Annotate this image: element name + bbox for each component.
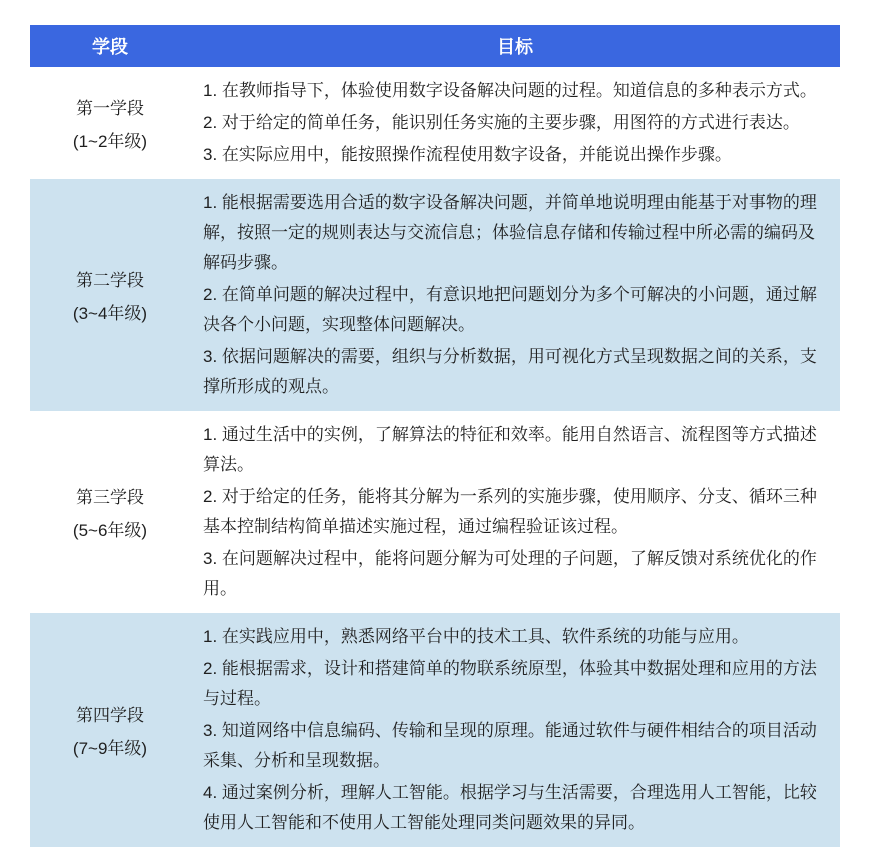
stage-cell <box>30 411 190 613</box>
goal-cell <box>190 67 840 179</box>
stage-cell <box>30 179 190 411</box>
goal-cell <box>190 411 840 613</box>
stage-cell <box>30 67 190 179</box>
goal-item: 2. 对于给定的简单任务，能识别任务实施的主要步骤，用图符的方式进行表达。 <box>203 113 800 132</box>
goal-item: 2. 在简单问题的解决过程中，有意识地把问题划分为多个可解决的小问题，通过解决各个小问题，实现整体问题解决。 <box>203 285 817 334</box>
stage-grades: (5~6年级) <box>72 521 148 540</box>
goal-item: 1. 在实践应用中，熟悉网络平台中的技术工具、软件系统的功能与应用。 <box>203 627 749 646</box>
stage-name: 第三学段 <box>76 488 144 507</box>
goal-item: 3. 知道网络中信息编码、传输和呈现的原理。能通过软件与硬件相结合的项目活动采集、分析和呈现数据。 <box>203 721 817 770</box>
table-row <box>30 411 840 613</box>
goal-item: 3. 在实际应用中，能按照操作流程使用数字设备，并能说出操作步骤。 <box>203 145 732 164</box>
stages-goals-table <box>30 25 840 847</box>
goal-item: 2. 能根据需求，设计和搭建简单的物联系统原型，体验其中数据处理和应用的方法与过程。 <box>203 659 817 708</box>
goal-item: 1. 通过生活中的实例，了解算法的特征和效率。能用自然语言、流程图等方式描述算法。 <box>203 425 817 474</box>
goal-cell <box>190 179 840 411</box>
stage-name: 第二学段 <box>76 271 144 290</box>
goal-item: 2. 对于给定的任务，能将其分解为一系列的实施步骤，使用顺序、分支、循环三种基本控制结构简单描述实施过程，通过编程验证该过程。 <box>203 487 817 536</box>
header-cell-goal: 目标 <box>497 37 533 57</box>
goal-item: 1. 能根据需要选用合适的数字设备解决问题，并简单地说明理由能基于对事物的理解，按照一定的规则表达与交流信息；体验信息存储和传输过程中所必需的编码及解码步骤。 <box>203 193 817 272</box>
stage-grades: (7~9年级) <box>72 739 148 758</box>
table-row <box>30 179 840 411</box>
goal-item: 4. 通过案例分析，理解人工智能。根据学习与生活需要，合理选用人工智能，比较使用人工智能和不使用人工智能处理同类问题效果的异同。 <box>203 783 817 832</box>
stage-grades: (1~2年级) <box>72 132 148 151</box>
table-row <box>30 67 840 179</box>
goal-item: 3. 在问题解决过程中，能将问题分解为可处理的子问题，了解反馈对系统优化的作用。 <box>203 549 817 598</box>
stage-name: 第一学段 <box>76 99 144 118</box>
table-row <box>30 613 840 847</box>
stage-grades: (3~4年级) <box>72 304 148 323</box>
table-header-row <box>30 25 840 67</box>
goal-cell <box>190 613 840 847</box>
goal-item: 1. 在教师指导下，体验使用数字设备解决问题的过程。知道信息的多种表示方式。 <box>203 81 817 100</box>
stage-cell <box>30 613 190 847</box>
goal-item: 3. 依据问题解决的需要，组织与分析数据，用可视化方式呈现数据之间的关系，支撑所形成的观点。 <box>203 347 817 396</box>
stage-name: 第四学段 <box>76 706 144 725</box>
header-cell-stage: 学段 <box>92 37 128 57</box>
